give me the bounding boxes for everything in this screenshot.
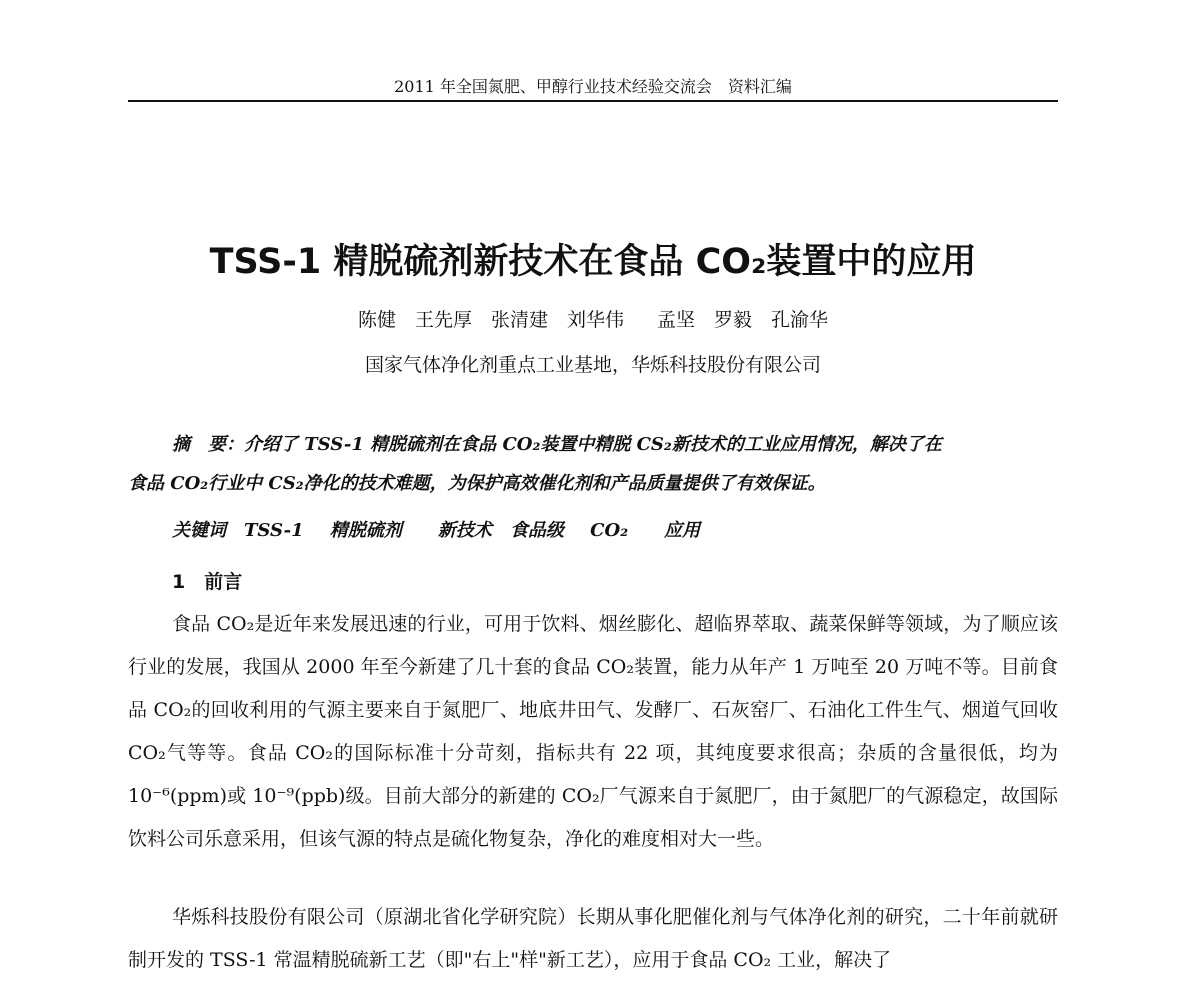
paragraph: 华烁科技股份有限公司（原湖北省化学研究院）长期从事化肥催化剂与气体净化剂的研究，二十年前就研制开发的 TSS-1 常温精脱硫新工艺（即"右上"样"新工艺），应用于食品 CO₂ 工业，解决了 <box>128 906 1058 971</box>
section-heading: 1 前言 <box>172 571 243 593</box>
authors: 陈健 王先厚 张清建 刘华伟 孟坚 罗毅 孔渝华 <box>357 309 829 331</box>
abstract-line-1: 摘 要：介绍了 TSS-1 精脱硫剂在食品 CO₂装置中精脱 CS₂新技术的工业应用情况，解决了在 <box>172 434 942 455</box>
header-divider <box>128 100 1058 102</box>
page-title: TSS-1 精脱硫剂新技术在食品 CO₂装置中的应用 <box>209 242 977 282</box>
keywords: 关键词 TSS-1 精脱硫剂 新技术 食品级 CO₂ 应用 <box>172 520 701 541</box>
affiliation: 国家气体净化剂重点工业基地，华烁科技股份有限公司 <box>364 354 821 376</box>
running-header: 2011 年全国氮肥、甲醇行业技术经验交流会 资料汇编 <box>394 77 792 96</box>
paragraph: 食品 CO₂是近年来发展迅速的行业，可用于饮料、烟丝膨化、超临界萃取、蔬菜保鲜等领域，为了顺应该行业的发展，我国从 2000 年至今新建了几十套的食品 CO₂装置，能力从年产 1 万吨至 20 万吨不等。目前食品 CO₂的回收利用的气源主要来自于氮肥厂、地底井田气、发酵厂、石灰窑厂、石油化工件生气、烟道气回收 CO₂气等等。食品 CO₂的国际标准十分苛刻，指标共有 22 项，其纯度要求很高；杂质的含量很低，均为 10⁻⁶(ppm)或 10⁻⁹(ppb)级。目前大部分的新建的 CO₂厂气源来自于氮肥厂，由于氮肥厂的气源稳定，故国际饮料公司乐意采用，但该气源的特点是硫化物复杂，净化的难度相对大一些。 <box>128 613 1058 850</box>
abstract-line-2: 食品 CO₂行业中 CS₂净化的技术难题，为保护高效催化剂和产品质量提供了有效保证。 <box>128 473 826 494</box>
